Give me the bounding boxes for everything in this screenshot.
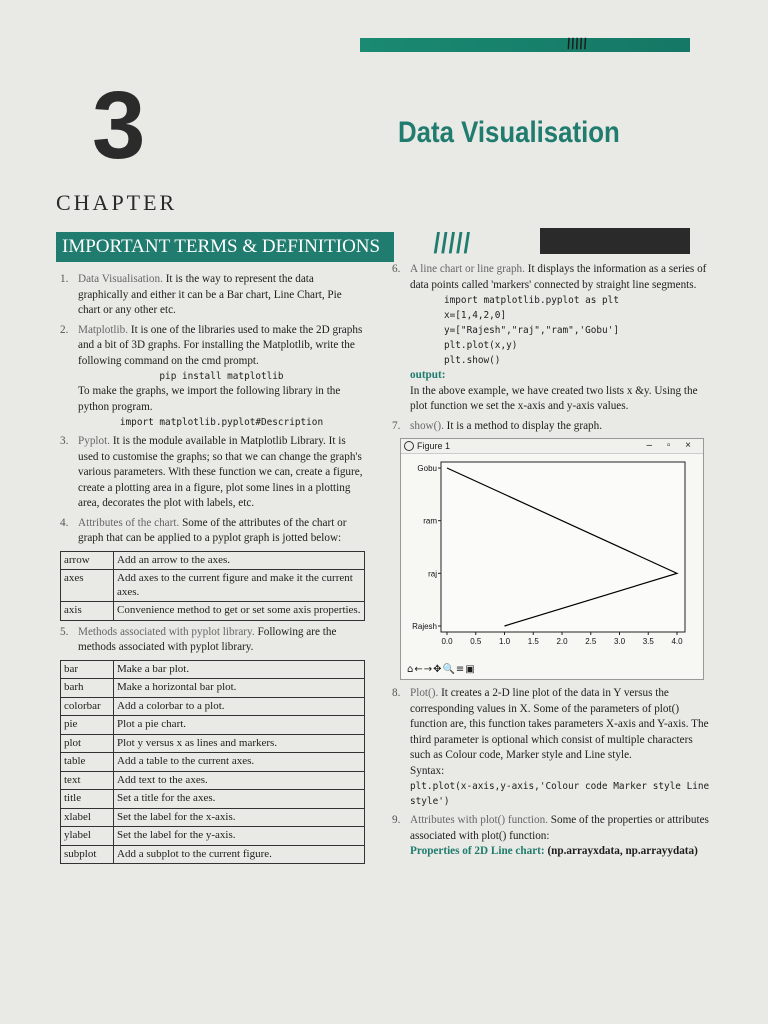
table-cell: bar <box>61 660 114 679</box>
table-cell: Add text to the axes. <box>114 771 365 790</box>
item-number: 8. <box>392 687 401 699</box>
heading-dark-band <box>540 228 690 254</box>
table-row <box>61 827 365 846</box>
x-tick-label: 3.5 <box>642 637 654 646</box>
table-row <box>61 845 365 864</box>
x-tick-label: 2.0 <box>556 637 568 646</box>
table-cell: barh <box>61 679 114 698</box>
table-cell: xlabel <box>61 808 114 827</box>
heading-hatch-marks: \\\\\ <box>425 228 477 258</box>
item-keyword: Plot(). <box>410 687 439 699</box>
table-cell: Add a table to the current axes. <box>114 753 365 772</box>
item-number: 6. <box>392 263 401 275</box>
item-keyword: Methods associated with pyplot library. <box>78 625 255 638</box>
table-cell: Add a subplot to the current figure. <box>114 845 365 864</box>
list-item <box>60 516 365 547</box>
code-line: x=[1,4,2,0] <box>444 310 507 321</box>
window-controls[interactable]: – ▫ × <box>646 440 697 451</box>
table-cell: text <box>61 771 114 790</box>
table-cell: arrow <box>61 551 114 570</box>
table-row <box>61 734 365 753</box>
x-tick-label: 0.5 <box>470 637 482 646</box>
figure-toolbar[interactable]: ⌂←→✥🔍≡▣ <box>407 663 476 675</box>
table-cell: axes <box>61 570 114 602</box>
list-item <box>392 813 712 860</box>
table-cell: Make a bar plot. <box>114 660 365 679</box>
chapter-title: Data Visualisation <box>398 116 620 149</box>
table-cell: plot <box>61 734 114 753</box>
code-line: plt.show() <box>444 355 501 366</box>
list-item <box>392 419 712 435</box>
code-line: import matplotlib.pyplot#Description <box>119 417 324 428</box>
item-text: Some of the properties or attributes associated with plot() function: <box>410 814 709 842</box>
x-tick-label: 1.5 <box>527 637 539 646</box>
left-column <box>60 272 365 868</box>
item-text: It is one of the libraries used to make the 2D graphs and a bit of 3D graphs. For installing the Matplotlib, write the following command on the cmd prompt. <box>78 323 363 367</box>
x-tick-label: 2.5 <box>585 637 597 646</box>
x-tick-label: 0.0 <box>441 637 453 646</box>
y-tick-label: Gobu <box>417 464 437 473</box>
item-keyword: Attributes of the chart. <box>78 516 180 529</box>
table-cell: Convenience method to get or set some axis properties. <box>114 602 365 621</box>
item-number: 1. <box>60 273 69 285</box>
item-text: In the above example, we have created two lists x &y. Using the plot function we set the x-axis and y-axis values. <box>410 384 698 412</box>
table-cell: Add an arrow to the axes. <box>114 551 365 570</box>
table-cell: subplot <box>61 845 114 864</box>
y-tick-label: raj <box>428 569 437 579</box>
item-keyword: Pyplot. <box>78 435 111 447</box>
table-row <box>61 790 365 809</box>
section-heading: IMPORTANT TERMS & DEFINITIONS <box>56 232 394 262</box>
table-cell: Set the label for the y-axis. <box>114 827 365 846</box>
properties-label: Properties of 2D Line chart: <box>410 845 545 857</box>
item-text: Some of the attributes of the chart or graph that can be applied to a pyplot graph is jotted below: <box>78 516 347 544</box>
table-cell: pie <box>61 716 114 735</box>
item-number: 5. <box>60 625 69 638</box>
table-row <box>61 570 365 602</box>
table-cell: Add a colorbar to a plot. <box>114 697 365 716</box>
figure-title: Figure 1 <box>417 441 451 451</box>
table-row <box>61 716 365 735</box>
table-row <box>61 551 365 570</box>
item-text: It is the module available in Matplotlib Library. It is used to customise the graphs; so that we can change the graph's various parameters. With these function we can, create a figure, create a plotting area in a figure, plot some lines in a plotting area, decorates the plot with labels, etc. <box>78 435 363 509</box>
methods-table <box>60 660 365 865</box>
chapter-label: CHAPTER <box>56 190 178 215</box>
item-keyword: Attributes with plot() function. <box>410 814 548 826</box>
x-tick-label: 3.0 <box>613 637 626 646</box>
item-keyword: A line chart or line graph. <box>410 263 525 275</box>
table-cell: Plot y versus x as lines and markers. <box>114 734 365 753</box>
item-keyword: Data Visualisation. <box>78 273 163 285</box>
table-row <box>61 697 365 716</box>
properties-text: (np.arrayxdata, np.arrayydata) <box>547 845 698 857</box>
table-cell: axis <box>61 602 114 621</box>
figure-app-icon <box>404 441 414 451</box>
figure-window <box>400 438 704 680</box>
item-number: 3. <box>60 435 69 447</box>
table-cell: Add axes to the current figure and make it the current axes. <box>114 570 365 602</box>
table-row <box>61 771 365 790</box>
list-item <box>60 434 365 512</box>
list-item <box>60 625 365 656</box>
table-cell: Set a title for the axes. <box>114 790 365 809</box>
table-row <box>61 753 365 772</box>
line-chart <box>401 454 703 666</box>
list-item <box>60 272 365 319</box>
code-line: y=["Rajesh","raj","ram",'Gobu'] <box>444 325 619 336</box>
item-keyword: show(). <box>410 419 444 432</box>
item-number: 2. <box>60 323 69 336</box>
x-tick-label: 1.0 <box>498 637 511 646</box>
y-tick-label: ram <box>423 516 437 526</box>
code-line: plt.plot(x-axis,y-axis,'Colour code Marker style Line style') <box>410 781 710 807</box>
table-row <box>61 660 365 679</box>
item-keyword: Matplotlib. <box>78 323 129 336</box>
item-text: It is the way to represent the data graphically and either it can be a Bar chart, Line Chart, Pie chart or any other etc. <box>78 273 342 316</box>
x-tick-label: 4.0 <box>671 637 683 646</box>
table-cell: colorbar <box>61 697 114 716</box>
right-column <box>392 262 712 864</box>
table-row <box>61 808 365 827</box>
item-text: Following are the methods associated with pyplot library. <box>78 625 337 653</box>
top-decorative-band <box>360 38 690 52</box>
table-row <box>61 602 365 621</box>
item-number: 9. <box>392 814 401 826</box>
table-cell: table <box>61 753 114 772</box>
item-text: It displays the information as a series of data points called 'markers' connected by straight line segments. <box>410 263 707 291</box>
item-text: It is a method to display the graph. <box>446 419 603 432</box>
code-line: import matplotlib.pyplot as plt <box>444 295 619 306</box>
table-cell: Set the label for the x-axis. <box>114 808 365 827</box>
output-label: output: <box>410 369 446 381</box>
code-line: pip install matplotlib <box>159 371 284 382</box>
list-item <box>60 323 365 431</box>
table-cell: title <box>61 790 114 809</box>
code-line: plt.plot(x,y) <box>444 340 518 351</box>
item-text: It creates a 2-D line plot of the data in Y versus the corresponding values in X. Some of the parameters of plot() function are, this function takes parameters X-axis and Y-axis. The third parameter is optional which consist of multiple characters such as Colour code, Marker style and Line style. <box>410 687 709 761</box>
attributes-table <box>60 551 365 621</box>
item-number: 4. <box>60 516 69 529</box>
table-row <box>61 679 365 698</box>
table-cell: Make a horizontal bar plot. <box>114 679 365 698</box>
table-cell: ylabel <box>61 827 114 846</box>
figure-titlebar <box>401 439 703 454</box>
syntax-label: Syntax: <box>410 764 445 777</box>
top-hatch-marks: \\\\\ <box>563 36 590 52</box>
y-tick-label: Rajesh <box>412 622 437 631</box>
table-cell: Plot a pie chart. <box>114 716 365 735</box>
plot-area <box>441 462 685 632</box>
chapter-number: 3 <box>92 72 146 179</box>
list-item <box>392 686 712 809</box>
list-item <box>392 262 712 415</box>
item-number: 7. <box>392 419 401 432</box>
item-text: To make the graphs, we import the following library in the python program. <box>78 385 341 413</box>
